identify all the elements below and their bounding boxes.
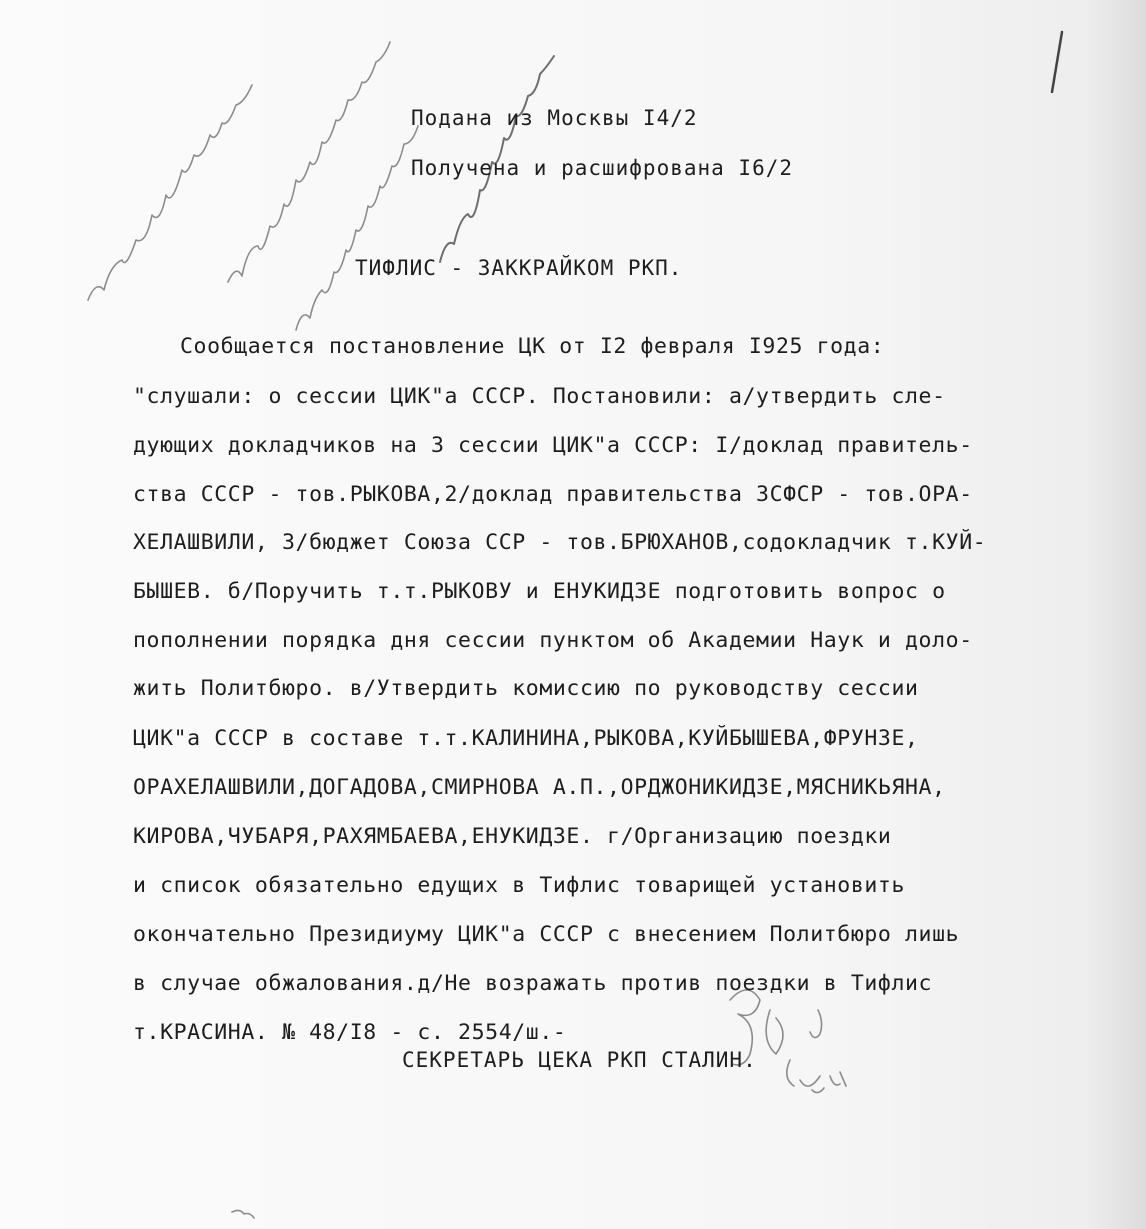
- signature-line: СЕКРЕТАРЬ ЦЕКА РКП СТАЛИН.: [402, 1048, 757, 1072]
- header-line-received: Получена и расшифрована I6/2: [411, 156, 794, 180]
- body-line: пополнении порядка дня сессии пунктом об Академии Наук и доло-: [133, 628, 973, 653]
- body-line: жить Политбюро. в/Утвердить комиссию по руководству сессии: [133, 676, 919, 701]
- handwriting-page-number: [730, 990, 846, 1093]
- body-line: ХЕЛАШВИЛИ, 3/бюджет Союза ССР - тов.БРЮХАНОВ,содокладчик т.КУЙ-: [133, 530, 987, 555]
- handwriting-small-mark: [810, 1010, 822, 1038]
- body-line: ства СССР - тов.РЫКОВА,2/доклад правительства ЗСФСР - тов.ОРА-: [133, 482, 973, 507]
- handwriting-stroke-1: [88, 85, 252, 300]
- body-line: т.КРАСИНА. № 48/I8 - с. 2554/ш.-: [133, 1020, 567, 1045]
- handwriting-mark-top-right: [1052, 32, 1062, 92]
- body-line: дующих докладчиков на 3 сессии ЦИК"а СССР: I/доклад правитель-: [133, 433, 973, 458]
- body-line: ОРАХЕЛАШВИЛИ,ДОГАДОВА,СМИРНОВА А.П.,ОРДЖОНИКИДЗЕ,МЯСНИКЬЯНА,: [133, 775, 946, 800]
- body-line: в случае обжалования.д/Не возражать против поездки в Тифлис: [133, 971, 933, 996]
- body-line: БЫШЕВ. б/Поручить т.т.РЫКОВУ и ЕНУКИДЗЕ подготовить вопрос о: [133, 579, 946, 604]
- header-line-sent: Подана из Москвы I4/2: [411, 106, 698, 130]
- body-line: "слушали: о сессии ЦИК"а СССР. Постановили: а/утвердить сле-: [133, 384, 946, 409]
- handwriting-bottom-mark: [232, 1210, 254, 1218]
- body-line: Сообщается постановление ЦК от I2 февраля I925 года:: [180, 334, 885, 359]
- body-line: КИРОВА,ЧУБАРЯ,РАХЯМБАЕВА,ЕНУКИДЗЕ. г/Организацию поездки: [133, 824, 892, 849]
- handwriting-stroke-3: [296, 126, 418, 330]
- handwriting-stroke-2: [228, 42, 390, 282]
- body-line: и список обязательно едущих в Тифлис товарищей установить: [133, 873, 906, 898]
- address-line: ТИФЛИС - ЗАККРАЙКОМ РКП.: [355, 256, 683, 280]
- body-line: окончательно Президиуму ЦИК"а СССР с внесением Политбюро лишь: [133, 922, 960, 947]
- body-line: ЦИК"а СССР в составе т.т.КАЛИНИНА,РЫКОВА,КУЙБЫШЕВА,ФРУНЗЕ,: [133, 726, 919, 751]
